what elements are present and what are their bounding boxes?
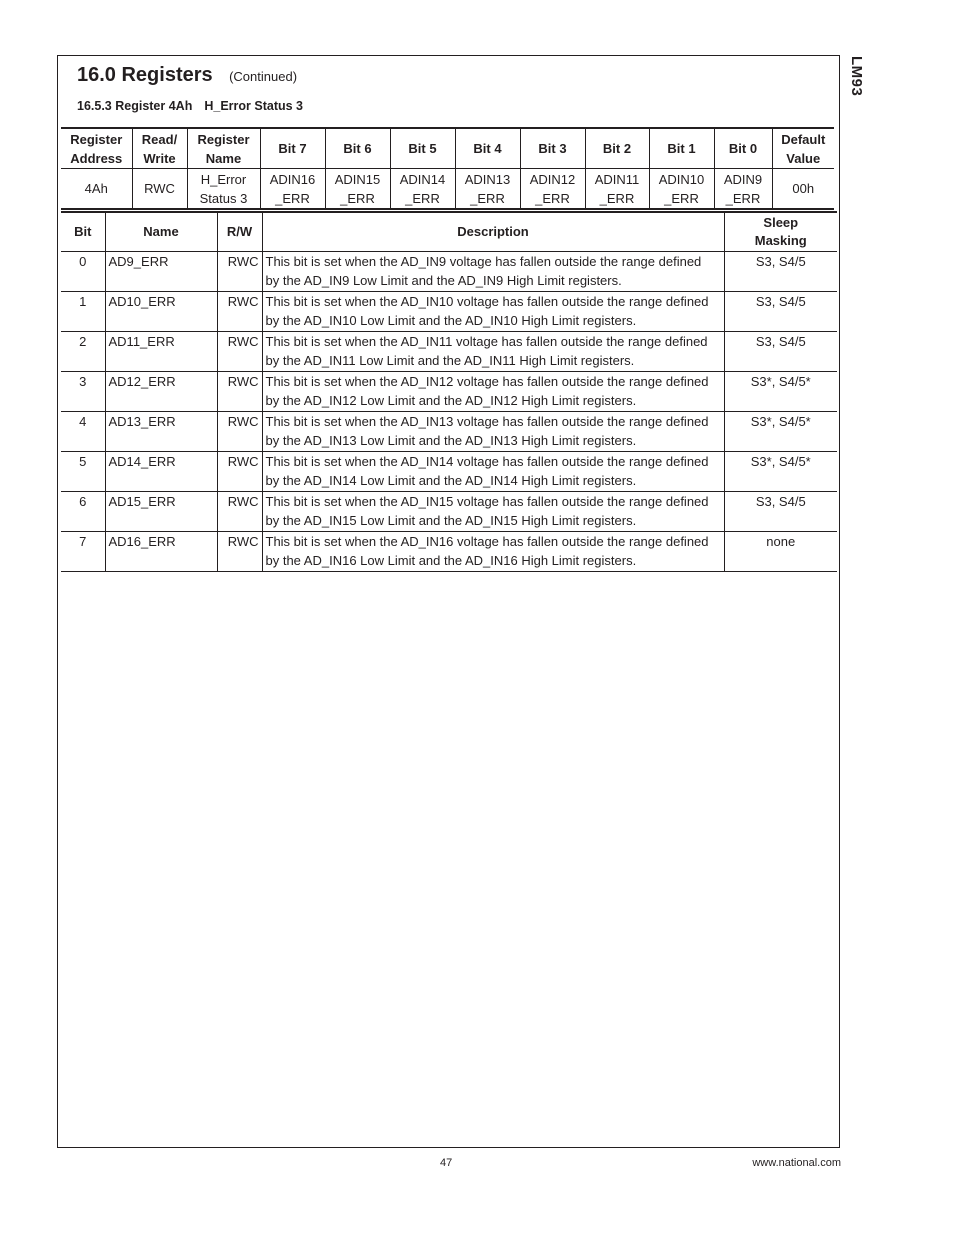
register-header-cell bbox=[455, 128, 520, 169]
bit-rw-cell: RWC bbox=[217, 332, 262, 372]
bit-number-cell: 5 bbox=[61, 452, 105, 492]
register-header-cell bbox=[714, 128, 772, 169]
register-value-cell bbox=[714, 169, 772, 210]
cell-line: 00h bbox=[792, 181, 815, 196]
cell-line: _ERR bbox=[599, 190, 635, 206]
cell-line: ADIN12 bbox=[529, 171, 576, 187]
cell-line: Bit 2 bbox=[602, 141, 632, 156]
table-row bbox=[61, 492, 837, 532]
register-value-cell bbox=[61, 169, 132, 210]
sleep-masking-cell: S3, S4/5 bbox=[724, 492, 837, 532]
bit-description-cell bbox=[262, 292, 724, 332]
description-line: by the AD_IN13 Low Limit and the AD_IN13 High Limit registers. bbox=[265, 432, 637, 448]
bit-description-cell bbox=[262, 332, 724, 372]
sleep-masking-cell: S3, S4/5 bbox=[724, 292, 837, 332]
bit-description-cell bbox=[262, 252, 724, 292]
bit-rw-cell: RWC bbox=[217, 372, 262, 412]
bit-name-cell: AD10_ERR bbox=[105, 292, 217, 332]
register-value-cell bbox=[187, 169, 260, 210]
cell-line: ADIN11 bbox=[594, 171, 640, 187]
table-row bbox=[61, 412, 837, 452]
register-header-cell bbox=[520, 128, 585, 169]
name-column-header: Name bbox=[105, 212, 217, 252]
bit-rw-cell: RWC bbox=[217, 252, 262, 292]
register-header-cell bbox=[132, 128, 187, 169]
part-number-side-label: LM93 bbox=[848, 56, 865, 97]
cell-line: Address bbox=[70, 150, 123, 166]
register-header-cell bbox=[187, 128, 260, 169]
description-column-header: Description bbox=[262, 212, 724, 252]
cell-line: Status 3 bbox=[199, 190, 248, 206]
bit-rw-cell: RWC bbox=[217, 292, 262, 332]
description-line: by the AD_IN9 Low Limit and the AD_IN9 High Limit registers. bbox=[265, 272, 622, 288]
description-line: This bit is set when the AD_IN12 voltage has fallen outside the range defined bbox=[265, 374, 709, 389]
description-line: This bit is set when the AD_IN10 voltage has fallen outside the range defined bbox=[265, 294, 709, 309]
bit-description-cell bbox=[262, 492, 724, 532]
bit-table-header bbox=[61, 212, 837, 252]
cell-line: Value bbox=[786, 150, 821, 166]
cell-line: Bit 3 bbox=[538, 141, 567, 156]
bit-description-table bbox=[61, 211, 837, 572]
bit-description-cell bbox=[262, 412, 724, 452]
cell-line: Bit 1 bbox=[667, 141, 696, 156]
description-line: This bit is set when the AD_IN16 voltage has fallen outside the range defined bbox=[265, 534, 709, 549]
page-number: 47 bbox=[440, 1157, 453, 1169]
cell-line: _ERR bbox=[664, 190, 699, 206]
register-table-row bbox=[61, 169, 834, 210]
cell-line: ADIN13 bbox=[464, 171, 511, 187]
cell-line: _ERR bbox=[405, 190, 440, 206]
register-header-cell bbox=[61, 128, 132, 169]
description-line: This bit is set when the AD_IN9 voltage has fallen outside the range defined bbox=[265, 254, 702, 269]
table-row bbox=[61, 332, 837, 372]
sleep-masking-cell: S3*, S4/5* bbox=[724, 452, 837, 492]
description-line: by the AD_IN12 Low Limit and the AD_IN12 High Limit registers. bbox=[265, 392, 637, 408]
register-value-cell bbox=[455, 169, 520, 210]
register-value-cell bbox=[325, 169, 390, 210]
description-line: This bit is set when the AD_IN14 voltage has fallen outside the range defined bbox=[265, 454, 709, 469]
bit-name-cell: AD14_ERR bbox=[105, 452, 217, 492]
table-row bbox=[61, 452, 837, 492]
rw-column-header: R/W bbox=[217, 212, 262, 252]
cell-line: 4Ah bbox=[84, 181, 108, 196]
cell-line: Bit 5 bbox=[408, 141, 437, 156]
cell-line: ADIN15 bbox=[334, 171, 381, 187]
table-row bbox=[61, 532, 837, 572]
cell-line: _ERR bbox=[275, 190, 310, 206]
bit-rw-cell: RWC bbox=[217, 492, 262, 532]
cell-line: Default bbox=[781, 131, 826, 147]
register-name: H_Error Status 3 bbox=[204, 99, 303, 113]
cell-line: ADIN10 bbox=[658, 171, 705, 187]
cell-line: Register bbox=[197, 131, 250, 147]
sleep-masking-cell: S3, S4/5 bbox=[724, 332, 837, 372]
description-line: This bit is set when the AD_IN13 voltage has fallen outside the range defined bbox=[265, 414, 709, 429]
register-header-cell bbox=[585, 128, 649, 169]
description-line: by the AD_IN11 Low Limit and the AD_IN11 High Limit registers. bbox=[265, 352, 635, 368]
register-value-cell bbox=[649, 169, 714, 210]
cell-line: Bit 7 bbox=[278, 141, 307, 156]
cell-line: ADIN14 bbox=[399, 171, 446, 187]
cell-line: _ERR bbox=[535, 190, 570, 206]
bit-name-cell: AD16_ERR bbox=[105, 532, 217, 572]
bit-number-cell: 6 bbox=[61, 492, 105, 532]
bit-rw-cell: RWC bbox=[217, 452, 262, 492]
bit-description-cell bbox=[262, 372, 724, 412]
table-row bbox=[61, 372, 837, 412]
table-row bbox=[61, 292, 837, 332]
sleep-masking-cell: S3*, S4/5* bbox=[724, 372, 837, 412]
sleep-masking-cell: none bbox=[724, 532, 837, 572]
bit-name-cell: AD13_ERR bbox=[105, 412, 217, 452]
continued-label: (Continued) bbox=[229, 69, 298, 84]
section-header bbox=[77, 64, 297, 87]
cell-line: H_Error bbox=[200, 171, 247, 187]
register-value-cell bbox=[585, 169, 649, 210]
bit-description-cell bbox=[262, 532, 724, 572]
sleep-masking-column-header: Sleep Masking bbox=[724, 212, 837, 252]
bit-rw-cell: RWC bbox=[217, 412, 262, 452]
bit-name-cell: AD9_ERR bbox=[105, 252, 217, 292]
cell-line: _ERR bbox=[470, 190, 505, 206]
page-title: 16.0 Registers bbox=[77, 64, 213, 86]
cell-line: _ERR bbox=[725, 190, 761, 206]
bit-description-cell bbox=[262, 452, 724, 492]
description-line: by the AD_IN10 Low Limit and the AD_IN10 High Limit registers. bbox=[265, 312, 637, 328]
register-value-cell bbox=[260, 169, 325, 210]
cell-line: ADIN9 bbox=[723, 171, 763, 187]
cell-line: Bit 0 bbox=[728, 141, 758, 156]
register-summary-table bbox=[61, 127, 834, 210]
footer-website: www.national.com bbox=[752, 1157, 841, 1169]
bit-name-cell: AD15_ERR bbox=[105, 492, 217, 532]
cell-line: Read/ bbox=[141, 131, 178, 147]
register-header-cell bbox=[260, 128, 325, 169]
sleep-masking-cell: S3*, S4/5* bbox=[724, 412, 837, 452]
cell-line: Bit 6 bbox=[343, 141, 372, 156]
register-header-cell bbox=[649, 128, 714, 169]
register-value-cell bbox=[772, 169, 834, 210]
description-line: by the AD_IN14 Low Limit and the AD_IN14 High Limit registers. bbox=[265, 472, 637, 488]
cell-line: RWC bbox=[144, 181, 175, 196]
cell-line: Name bbox=[205, 150, 242, 166]
cell-line: Register bbox=[70, 131, 123, 147]
cell-line: _ERR bbox=[340, 190, 375, 206]
bit-name-cell: AD11_ERR bbox=[105, 332, 217, 372]
sleep-masking-cell: S3, S4/5 bbox=[724, 252, 837, 292]
cell-line: ADIN16 bbox=[269, 171, 316, 187]
description-line: by the AD_IN15 Low Limit and the AD_IN15 High Limit registers. bbox=[265, 512, 637, 528]
register-subtitle bbox=[77, 99, 303, 113]
register-header-cell bbox=[772, 128, 834, 169]
cell-line: Bit 4 bbox=[473, 141, 502, 156]
bit-number-cell: 1 bbox=[61, 292, 105, 332]
bit-rw-cell: RWC bbox=[217, 532, 262, 572]
register-header-cell bbox=[325, 128, 390, 169]
bit-number-cell: 2 bbox=[61, 332, 105, 372]
bit-name-cell: AD12_ERR bbox=[105, 372, 217, 412]
bit-column-header: Bit bbox=[61, 212, 105, 252]
register-table-header bbox=[61, 128, 834, 169]
register-value-cell bbox=[390, 169, 455, 210]
bit-number-cell: 3 bbox=[61, 372, 105, 412]
register-header-cell bbox=[390, 128, 455, 169]
register-value-cell bbox=[132, 169, 187, 210]
register-value-cell bbox=[520, 169, 585, 210]
description-line: This bit is set when the AD_IN15 voltage has fallen outside the range defined bbox=[265, 494, 709, 509]
cell-line: Write bbox=[143, 150, 176, 166]
bit-number-cell: 0 bbox=[61, 252, 105, 292]
register-number: 16.5.3 Register 4Ah bbox=[77, 99, 193, 113]
bit-number-cell: 7 bbox=[61, 532, 105, 572]
description-line: This bit is set when the AD_IN11 voltage has fallen outside the range defined bbox=[265, 334, 708, 349]
description-line: by the AD_IN16 Low Limit and the AD_IN16 High Limit registers. bbox=[265, 552, 637, 568]
bit-number-cell: 4 bbox=[61, 412, 105, 452]
table-row bbox=[61, 252, 837, 292]
